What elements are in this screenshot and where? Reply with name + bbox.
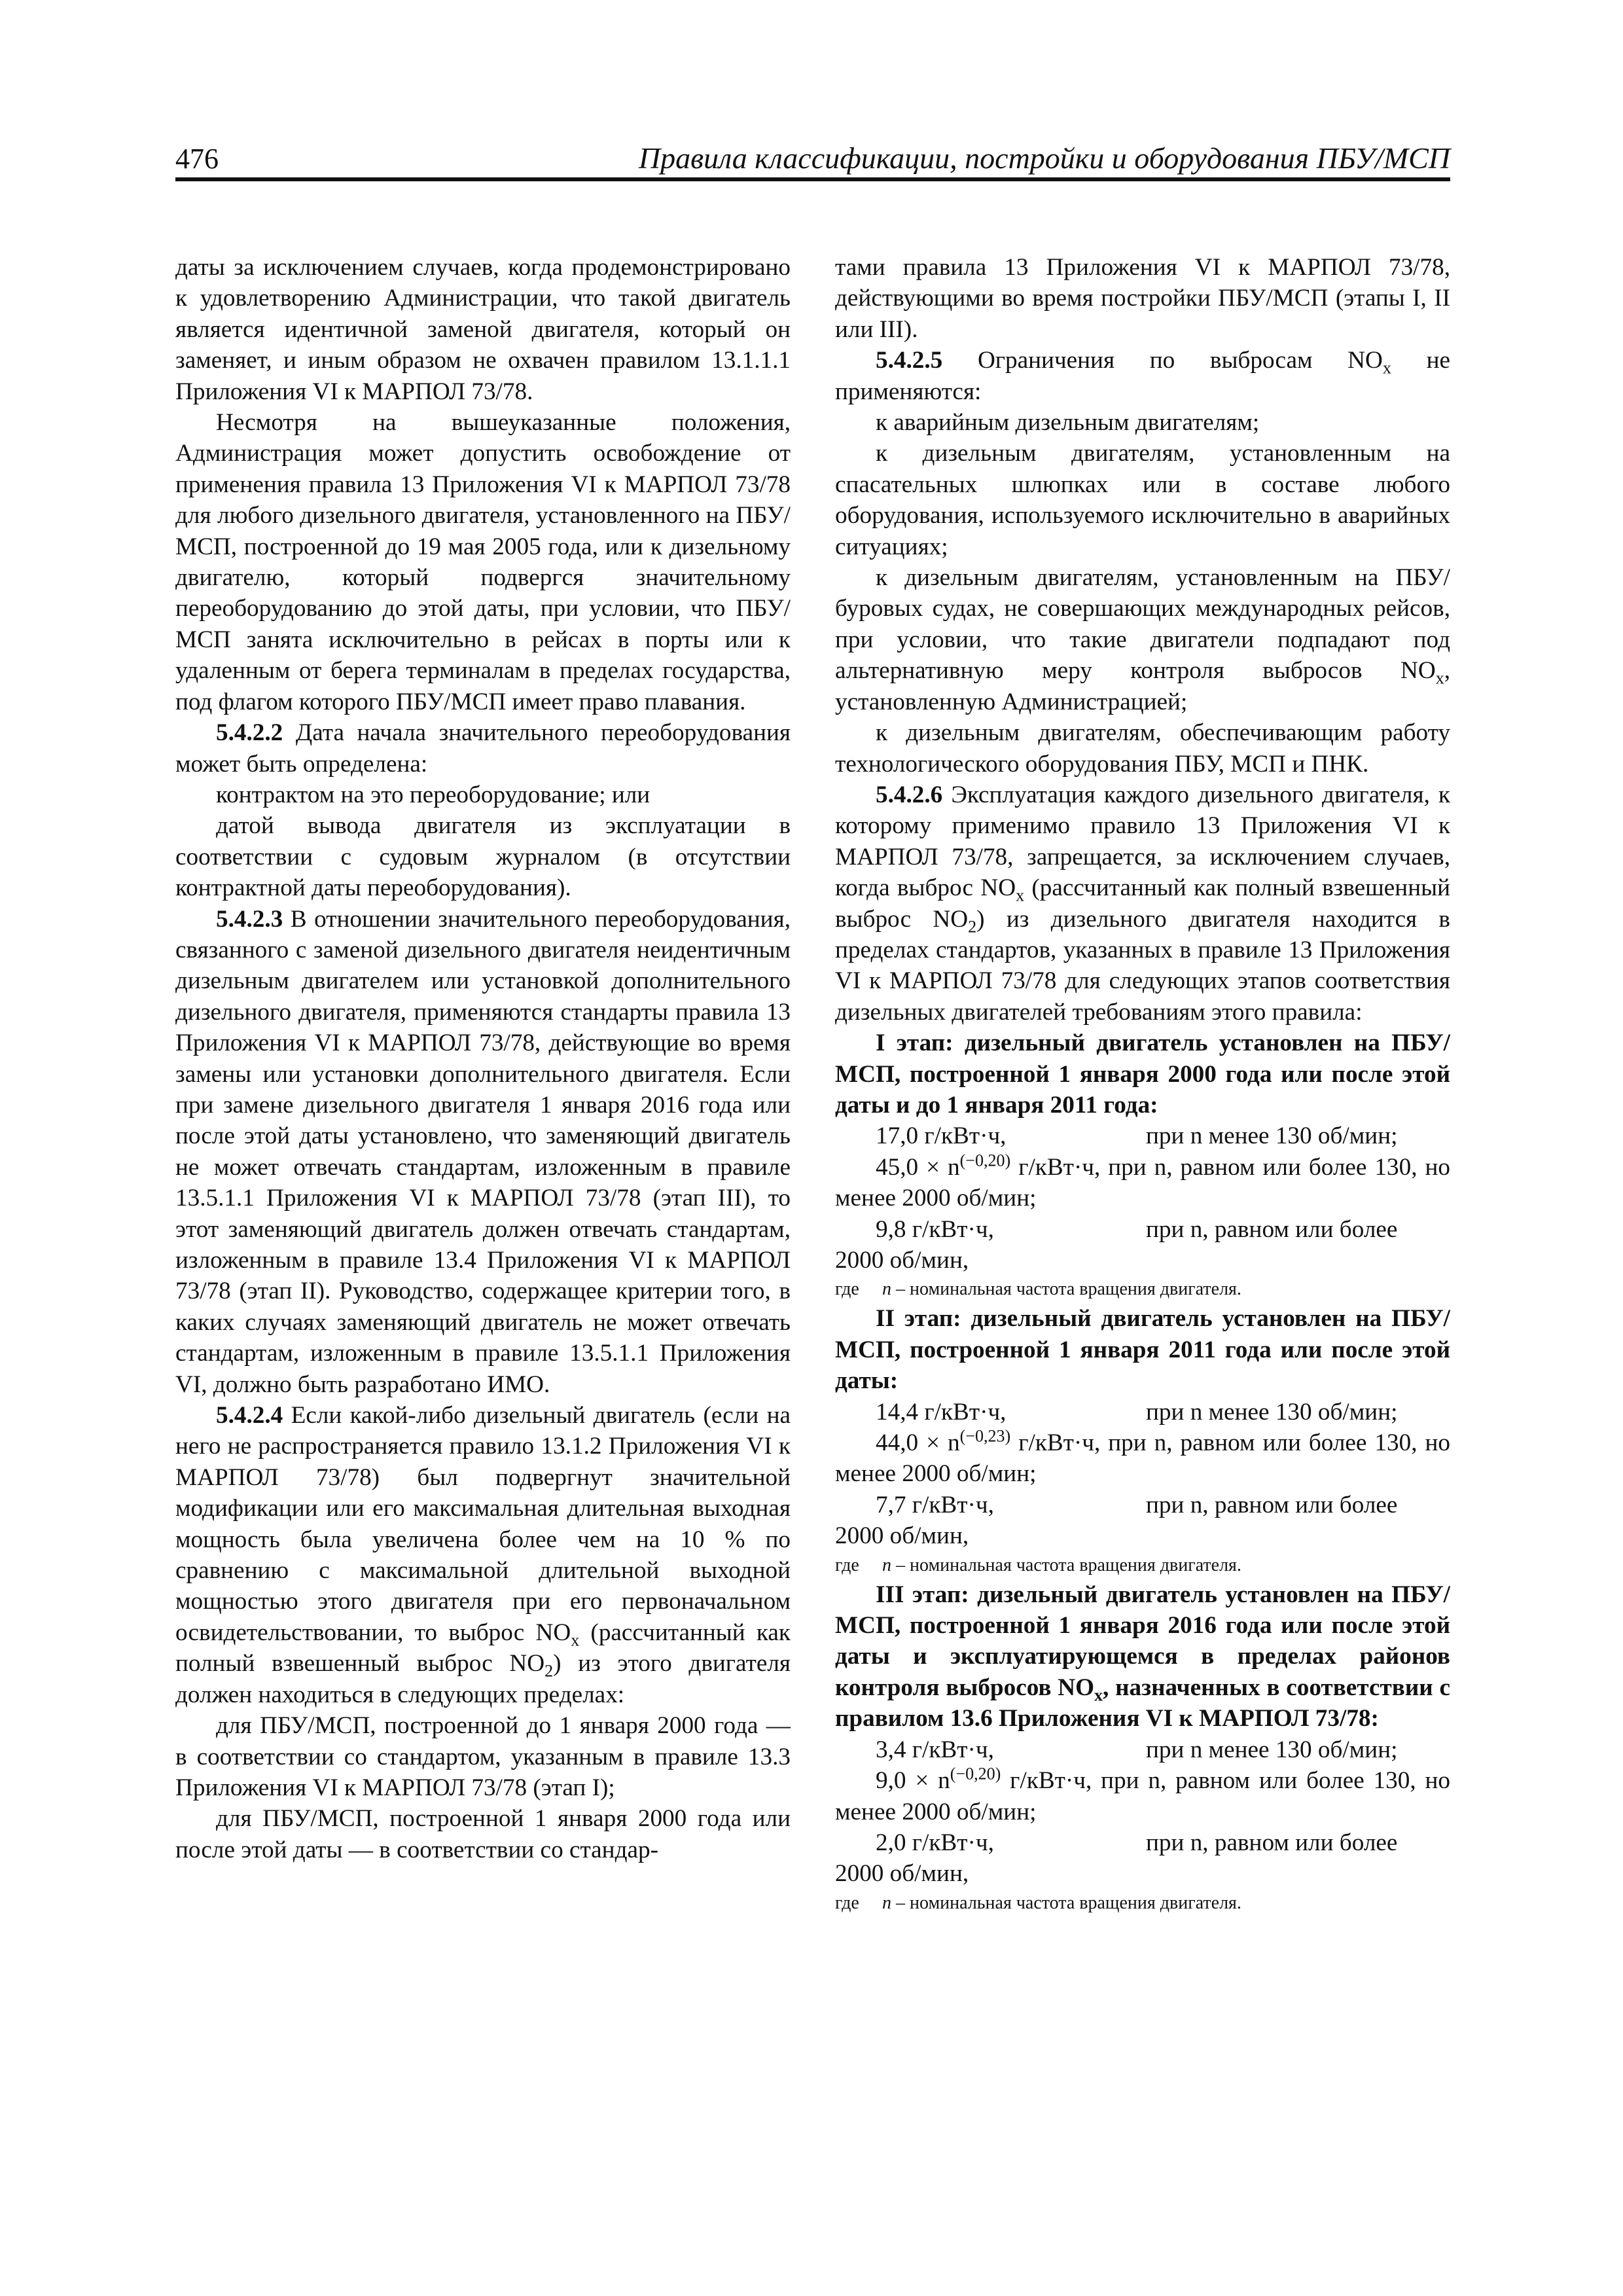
limit-formula: $45,0 \times n^{(-0,20)}$ г/кВт·ч, при n, равном или более 130, но менее 2000 об/мин; [835, 1151, 1450, 1212]
limit-row: 14,4 г/кВт·ч, при n менее 130 об/мин; [876, 1398, 1398, 1426]
paragraph-continuation: даты за исключением случаев, когда продемонстрировано к удовлетворению Администрации, что такой двигатель является идентичной заменой двигателя, который он заменяет, и иным образом не охвачен правилом 13.1.1.1 Приложения VI к МАРПОЛ 73/78. [175, 254, 791, 405]
list-item: датой вывода двигателя из эксплуатации в соответствии с судовым журналом (в отсутствии контрактной даты переоборудования). [175, 812, 791, 902]
limit-formula: $44,0 \times n^{(-0,23)}$ г/кВт·ч, при n, равном или более 130, но менее 2000 об/мин; [835, 1426, 1450, 1488]
limit-continuation: 2000 об/мин, [835, 1522, 969, 1550]
stage-2-heading: II этап: дизельный двигатель установлен на ПБУ/МСП, построенной 1 января 2011 года или после этой даты: [835, 1305, 1450, 1395]
limit-row: 2,0 г/кВт·ч, при n, равном или более [876, 1829, 1398, 1856]
footnote: где n – номинальная частота вращения двигателя. [835, 1279, 1241, 1300]
section-5-4-2-2: 5.4.2.2 Дата начала значительного переоборудования может быть определена: [175, 719, 791, 778]
page-header [175, 134, 1450, 180]
footnote: где n – номинальная частота вращения двигателя. [835, 1554, 1241, 1575]
left-column [175, 252, 791, 1865]
stage-1-heading: I этап: дизельный двигатель установлен на ПБУ/МСП, построенной 1 января 2000 года или после этой даты и до 1 января 2011 года: [835, 1030, 1450, 1119]
section-number: 5.4.2.3 [216, 905, 283, 933]
header-rule [175, 177, 1450, 181]
right-column [835, 252, 1450, 1917]
limit-row: 17,0 г/кВт·ч, при n менее 130 об/мин; [876, 1122, 1398, 1150]
list-item: к дизельным двигателям, обеспечивающим работу технологического оборудования ПБУ, МСП и ПНК. [835, 719, 1450, 778]
limit-row: 3,4 г/кВт·ч, при n менее 130 об/мин; [876, 1736, 1398, 1763]
section-5-4-2-4: 5.4.2.4 Если какой-либо дизельный двигатель (если на него не распространяется правило 13.1.2 Приложения VI к МАРПОЛ 73/78) был подвергнут значительной модификации или его максимальная длительная выходная мощность была увеличена более чем на 10 % по сравнению с максимальной длительной выходной мощностью этого двигателя при его первоначальном освидетельствовании, то выброс $NO_x$ (рассчитанный как полный взвешенный выброс $NO_2$) из этого двигателя должен находиться в следующих пределах: [175, 1402, 791, 1708]
page-number: 476 [175, 143, 219, 175]
running-title: Правила классификации, постройки и оборудования ПБУ/МСП [638, 141, 1450, 175]
section-5-4-2-6: 5.4.2.6 Эксплуатация каждого дизельного двигателя, к которому применимо правило 13 Приложения VI к МАРПОЛ 73/78, запрещается, за исключением случаев, когда выброс $NO_x$ (рассчитанный как полный взвешенный выброс $NO_2$) из дизельного двигателя находится в пределах стандартов, указанных в правиле 13 Приложения VI к МАРПОЛ 73/78 для следующих этапов соответствия дизельных двигателей требованиям этого правила: [835, 781, 1450, 1026]
list-item: к аварийным дизельным двигателям; [876, 409, 1260, 437]
list-item: к дизельным двигателям, установленным на ПБУ/буровых судах, не совершающих международных рейсов, при условии, что такие двигатели подпадают под альтернативную меру контроля выбросов $NO_x$, установленную Администрацией; [835, 564, 1450, 715]
list-item: к дизельным двигателям, установленным на спасательных шлюпках или в составе любого оборудования, используемого исключительно в аварийных ситуациях; [835, 440, 1450, 560]
paragraph-exemption: Несмотря на вышеуказанные положения, Администрация может допустить освобождение от применения правила 13 Приложения VI к МАРПОЛ 73/78 для любого дизельного двигателя, установленного на ПБУ/МСП, построенной до 19 мая 2005 года, или к дизельному двигателю, который подвергся значительному переоборудованию до этой даты, при условии, что ПБУ/МСП занята исключительно в рейсах в порты или к удаленным от берега терминалам в пределах государства, под флагом которого ПБУ/МСП имеет право плавания. [175, 409, 791, 715]
section-number: 5.4.2.5 [876, 347, 943, 374]
limit-continuation: 2000 об/мин, [835, 1247, 969, 1274]
limit-row: 7,7 г/кВт·ч, при n, равном или более [876, 1491, 1398, 1518]
paragraph-continuation: тами правила 13 Приложения VI к МАРПОЛ 73/78, действующими во время постройки ПБУ/МСП (этапы I, II или III). [835, 254, 1450, 343]
section-5-4-2-5: 5.4.2.5 Ограничения по выбросам $NO_x$ не применяются: [835, 347, 1450, 405]
section-number: 5.4.2.6 [876, 781, 943, 808]
limit-formula: $9,0 \times n^{(-0,20)}$ г/кВт·ч, при n, равном или более 130, но менее 2000 об/мин; [835, 1764, 1450, 1825]
section-5-4-2-3: 5.4.2.3 В отношении значительного переоборудования, связанного с заменой дизельного двигателя неидентичным дизельным двигателем или установкой дополнительного дизельного двигателя, применяются стандарты правила 13 Приложения VI к МАРПОЛ 73/78, действующие во время замены или установки дополнительного двигателя. Если при замене дизельного двигателя 1 января 2016 года или после этой даты установлено, что заменяющий двигатель не может отвечать стандартам, изложенным в правиле 13.5.1.1 Приложения VI к МАРПОЛ 73/78 (этап III), то этот заменяющий двигатель должен отвечать стандартам, изложенным в правиле 13.4 Приложения VI к МАРПОЛ 73/78 (этап II). Руководство, содержащее критерии того, в каких случаях заменяющий двигатель не может отвечать стандартам, изложенным в правиле 13.5.1.1 Приложения VI, должно быть разработано ИМО. [175, 905, 791, 1398]
section-number: 5.4.2.4 [216, 1402, 283, 1429]
section-number: 5.4.2.2 [216, 719, 283, 747]
stage-3-heading: III этап: дизельный двигатель установлен на ПБУ/МСП, построенной 1 января 2016 года или после этой даты и эксплуатирующемся в пределах районов контроля выбросов $NO_x$, назначенных в соответствии с правилом 13.6 Приложения VI к МАРПОЛ 73/78: [835, 1581, 1450, 1732]
list-item: для ПБУ/МСП, построенной до 1 января 2000 года — в соответствии со стандартом, указанным в правиле 13.3 Приложения VI к МАРПОЛ 73/78 (этап I); [175, 1712, 791, 1801]
list-item: для ПБУ/МСП, построенной 1 января 2000 года или после этой даты — в соответствии со стандар- [175, 1805, 791, 1863]
list-item: контрактом на это переоборудование; или [216, 781, 651, 808]
footnote: где n – номинальная частота вращения двигателя. [835, 1892, 1241, 1913]
limit-continuation: 2000 об/мин, [835, 1860, 969, 1888]
limit-row: 9,8 г/кВт·ч, при n, равном или более [876, 1215, 1398, 1243]
